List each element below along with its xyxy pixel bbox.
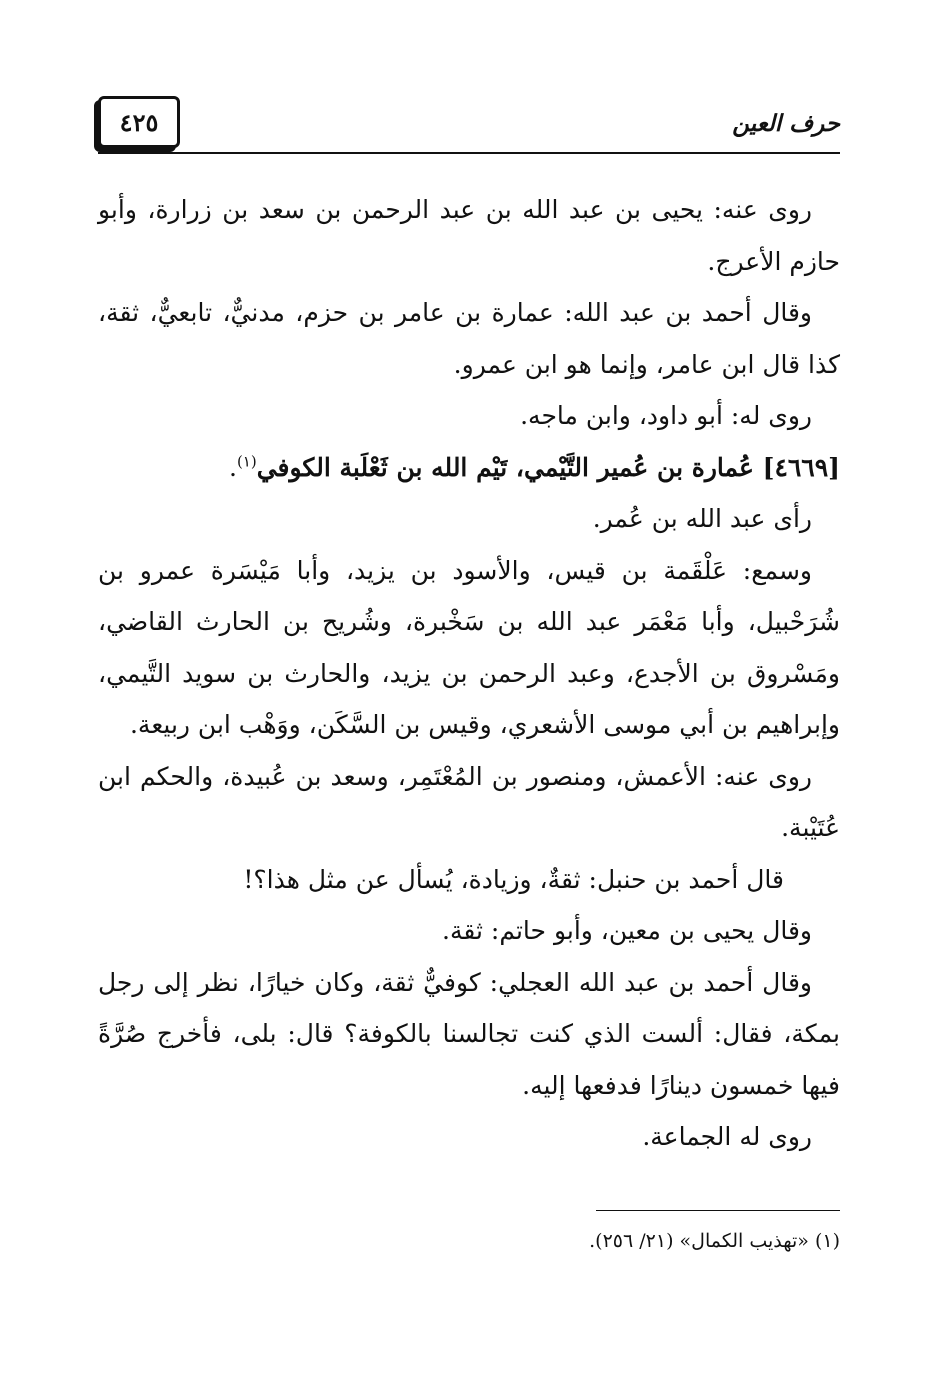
footnote-rule [596,1210,840,1211]
paragraph-ijli: وقال أحمد بن عبد الله العجلي: كوفيٌّ ثقة، وكان خيارًا، نظر إلى رجل بمكة، فقال: ألست الذي كنت تجالسنا بالكوفة؟ قال: بلى، فأخرج صُرَّةً فيها خمسون دينارًا فدفعها إليه. [98,967,840,1100]
entry-heading [98,442,840,494]
footnote-reference: (١) [236,452,257,471]
footnote: (١) «تهذيب الكمال» (٢١/ ٢٥٦). [589,1230,840,1252]
paragraph-heard-from: وسمع: عَلْقَمة بن قيس، والأسود بن يزيد، وأبا مَيْسَرة عمرو بن شُرَحْبيل، وأبا مَعْمَر عبد الله بن سَخْبرة، وشُريح بن الحارث القاضي، ومَسْروق بن الأجدع، وعبد الرحمن بن يزيد، والحارث بن سويد التَّيمي، وإبراهيم بن أبي موسى الأشعري، وقيس بن السَّكَن، ووَهْب ابن ربيعة. [98,555,840,739]
header-rule [98,152,840,154]
main-text [98,184,840,1163]
paragraph-narrators: روى عنه: يحيى بن عبد الله بن عبد الرحمن بن سعد بن زرارة، وأبو حازم الأعرج. [98,195,840,276]
paragraph-jamaa: روى له الجماعة. [642,1122,812,1151]
paragraph-ibn-maeen: وقال يحيى بن معين، وأبو حاتم: ثقة. [442,916,812,945]
paragraph-narrated-by: روى له: أبو داود، وابن ماجه. [520,401,812,430]
paragraph-saw: رأى عبد الله بن عُمر. [592,504,812,533]
paragraph-ahmad-opinion: وقال أحمد بن عبد الله: عمارة بن عامر بن حزم، مدنيٌّ، تابعيٌّ، ثقة، كذا قال ابن عامر، وإنما هو ابن عمرو. [98,298,840,379]
paragraph-ibn-hanbal: قال أحمد بن حنبل: ثقةٌ، وزيادة، يُسأل عن مثل هذا؟! [243,864,784,894]
paragraph-students: روى عنه: الأعمش، ومنصور بن المُعْتَمِر، وسعد بن عُبيدة، والحكم ابن عُتَيْبة. [98,761,840,842]
entry-title: [٤٦٦٩] عُمارة بن عُمير التَّيْمي، تَيْم الله بن ثَعْلَبة الكوفي [256,452,840,482]
page-header [98,96,840,154]
running-head: حرف العين [732,110,840,137]
page-number: ٤٢٥ [98,96,180,148]
entry-heading-end: . [228,452,237,482]
